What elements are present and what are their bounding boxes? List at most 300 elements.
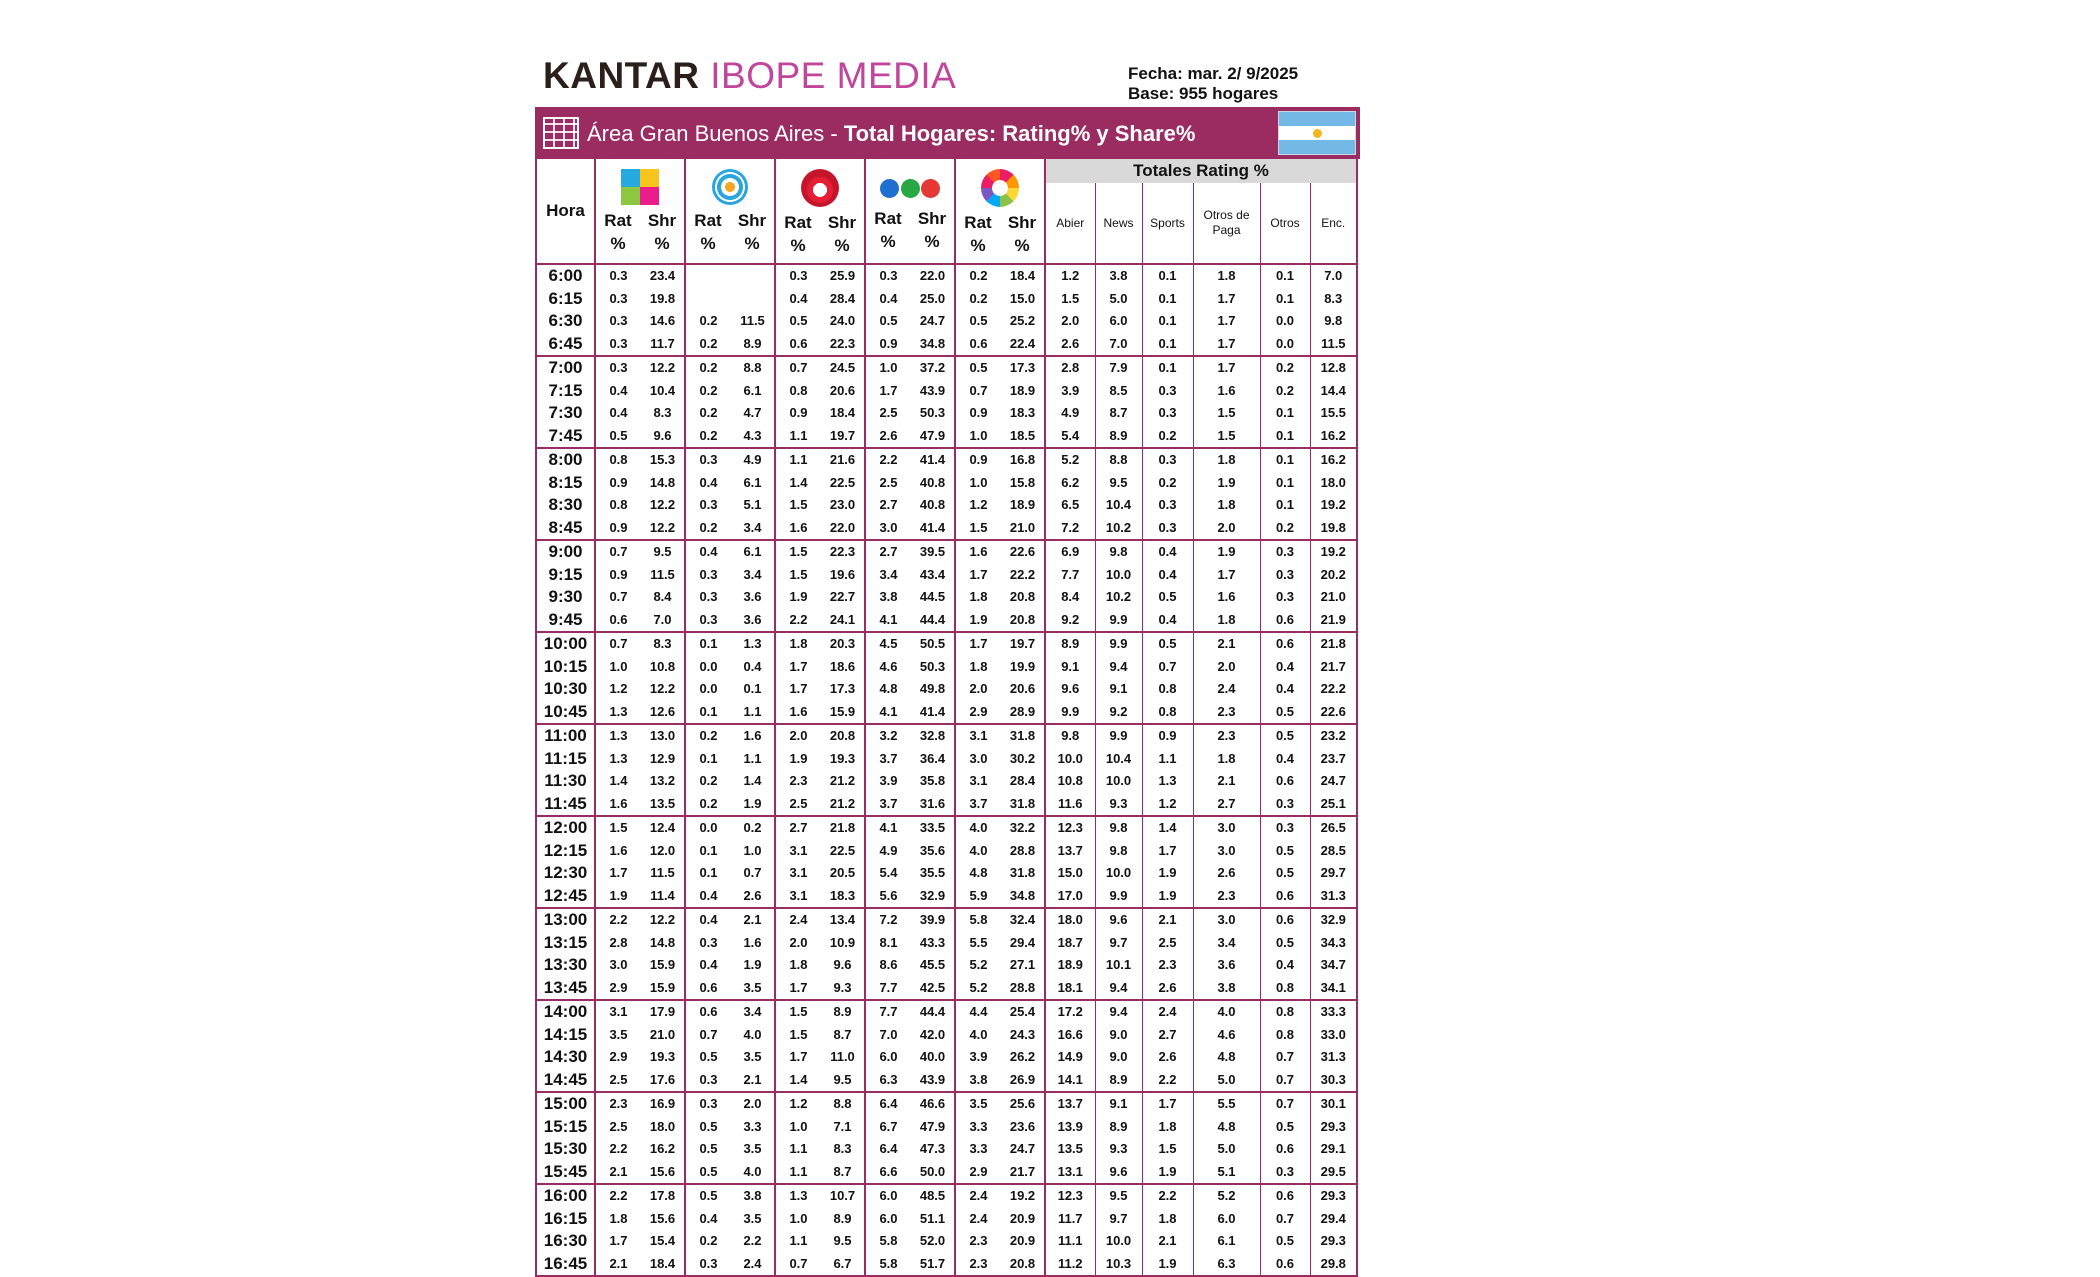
total-cell: 29.5 [1310, 1161, 1357, 1185]
rat-cell: 4.1 [865, 701, 911, 725]
shr-cell: 11.4 [650, 887, 675, 903]
rat-cell: 2.9 [595, 977, 641, 1001]
rat-cell: 1.3 [775, 1184, 821, 1208]
rat-cell: 3.8 [955, 1069, 1001, 1093]
rat-cell: 2.1 [595, 1161, 641, 1185]
shr-cell: 5.1 [743, 497, 762, 513]
rat-cell: 3.1 [955, 770, 1001, 793]
shr-cell: 40.8 [919, 474, 946, 490]
hora-cell: 12:45 [536, 885, 595, 909]
total-cell: 0.8 [1260, 1024, 1310, 1047]
total-cell: 0.1 [1260, 288, 1310, 311]
shr-cell: 8.9 [821, 1000, 865, 1024]
rat-cell: 3.1 [595, 1000, 641, 1024]
total-cell: 11.7 [1045, 1208, 1095, 1231]
shr-cell: 9.5 [833, 1233, 852, 1249]
report-meta [1128, 64, 1298, 104]
table-row [536, 448, 1357, 472]
total-cell: 1.4 [1142, 816, 1193, 840]
table-row [536, 310, 1357, 333]
rat-cell: 0.0 [685, 678, 731, 701]
total-cell: 9.3 [1095, 793, 1142, 817]
table-row [536, 1024, 1357, 1047]
shr-cell: 9.5 [641, 540, 685, 564]
rat-cell: 1.1 [775, 1230, 821, 1253]
total-cell: 21.7 [1310, 656, 1357, 679]
rat-cell: 0.3 [685, 564, 731, 587]
total-cell: 33.3 [1310, 1000, 1357, 1024]
rat-cell: 1.7 [775, 977, 821, 1001]
rat-cell: 1.4 [775, 472, 821, 495]
total-cell: 2.1 [1142, 908, 1193, 932]
total-cell: 9.8 [1045, 724, 1095, 748]
total-cell: 10.0 [1095, 862, 1142, 885]
label-text: Rat [784, 213, 812, 232]
total-cell: 3.9 [1045, 380, 1095, 403]
hora-cell: 8:15 [536, 472, 595, 495]
rat-cell: 0.8 [595, 448, 641, 472]
shr-cell: 18.0 [649, 1118, 676, 1134]
rat-cell: 1.1 [775, 1161, 821, 1185]
rat-label [596, 209, 640, 255]
percent-text: % [790, 236, 806, 255]
total-cell: 0.6 [1260, 770, 1310, 793]
shr-cell: 12.6 [649, 703, 676, 719]
shr-cell: 15.9 [649, 979, 676, 995]
rat-cell: 0.1 [685, 862, 731, 885]
total-cell: 1.7 [1193, 356, 1260, 380]
shr-cell: 22.4 [1009, 335, 1036, 351]
rat-cell: 0.7 [595, 586, 641, 609]
total-cell: 1.2 [1142, 793, 1193, 817]
rat-cell: 0.4 [685, 472, 731, 495]
rat-cell: 4.8 [955, 862, 1001, 885]
shr-cell: 23.0 [829, 497, 856, 513]
total-cell: 34.7 [1310, 954, 1357, 977]
rat-cell: 2.7 [775, 816, 821, 840]
rat-cell [685, 288, 731, 311]
rat-cell: 0.2 [685, 517, 731, 541]
hora-cell: 14:45 [536, 1069, 595, 1093]
total-cell: 5.2 [1045, 448, 1095, 472]
rat-cell: 3.7 [865, 748, 911, 771]
shr-cell: 21.0 [1009, 519, 1036, 535]
rat-cell: 0.8 [775, 380, 821, 403]
hora-cell: 8:45 [536, 517, 595, 541]
total-cell: 2.4 [1142, 1000, 1193, 1024]
shr-cell: 18.9 [1009, 382, 1036, 398]
total-cell: 1.5 [1142, 1138, 1193, 1161]
shr-cell: 3.5 [743, 979, 762, 995]
rat-cell: 0.6 [775, 333, 821, 357]
total-cell: 0.3 [1142, 494, 1193, 517]
logo-part [921, 179, 940, 198]
shr-cell: 19.7 [1001, 632, 1045, 656]
total-cell: 2.3 [1193, 724, 1260, 748]
rat-cell: 2.3 [775, 770, 821, 793]
hora-cell: 10:45 [536, 701, 595, 725]
total-cell: 6.1 [1193, 1230, 1260, 1253]
shr-cell: 22.5 [829, 474, 856, 490]
hora-cell: 14:15 [536, 1024, 595, 1047]
shr-cell: 1.3 [731, 632, 775, 656]
total-cell: 0.6 [1260, 1253, 1310, 1277]
hora-cell: 14:00 [536, 1000, 595, 1024]
total-cell: 9.8 [1095, 540, 1142, 564]
hora-cell: 6:15 [536, 288, 595, 311]
total-cell: 0.2 [1260, 517, 1310, 541]
total-cell: 14.9 [1045, 1046, 1095, 1069]
total-cell: 9.1 [1095, 678, 1142, 701]
rat-cell: 1.7 [865, 380, 911, 403]
shr-cell: 24.0 [829, 313, 856, 329]
total-cell: 17.0 [1045, 885, 1095, 909]
total-cell: 10.3 [1095, 1253, 1142, 1277]
total-cell: 8.9 [1095, 1116, 1142, 1139]
total-cell: 8.5 [1095, 380, 1142, 403]
total-cell: 24.7 [1310, 770, 1357, 793]
shr-cell: 51.1 [919, 1210, 946, 1226]
label-text: Shr [737, 211, 767, 230]
rat-cell: 6.6 [865, 1161, 911, 1185]
hora-cell: 7:45 [536, 425, 595, 449]
shr-cell: 17.3 [829, 681, 856, 697]
rat-cell: 1.7 [595, 1230, 641, 1253]
total-cell: 30.3 [1310, 1069, 1357, 1093]
total-cell: 0.1 [1260, 402, 1310, 425]
total-cell: 0.4 [1260, 656, 1310, 679]
shr-cell: 3.6 [743, 589, 762, 605]
brand-ibope-media: IBOPE MEDIA [710, 55, 957, 96]
total-cell: 15.0 [1045, 862, 1095, 885]
rat-cell: 1.8 [595, 1208, 641, 1231]
rat-cell: 1.7 [595, 862, 641, 885]
shr-cell: 44.5 [919, 589, 946, 605]
total-cell: 6.2 [1045, 472, 1095, 495]
total-cell: 1.2 [1045, 264, 1095, 288]
total-cell: 0.5 [1260, 840, 1310, 863]
total-cell: 2.0 [1193, 656, 1260, 679]
total-cell: 25.1 [1310, 793, 1357, 817]
shr-cell: 12.2 [649, 519, 676, 535]
total-cell: 13.5 [1045, 1138, 1095, 1161]
hora-cell: 9:45 [536, 609, 595, 633]
rat-cell: 0.3 [595, 310, 641, 333]
rat-cell: 0.4 [595, 380, 641, 403]
rat-cell: 0.4 [775, 288, 821, 311]
shr-cell: 8.3 [653, 405, 672, 421]
rat-cell: 0.3 [685, 494, 731, 517]
rat-cell: 1.6 [595, 793, 641, 817]
shr-cell: 47.9 [919, 1118, 946, 1134]
rat-cell: 3.4 [865, 564, 911, 587]
shr-cell: 3.5 [743, 1049, 762, 1065]
total-cell: 34.1 [1310, 977, 1357, 1001]
shr-cell: 20.9 [1009, 1233, 1036, 1249]
rat-cell: 1.6 [595, 840, 641, 863]
rat-cell: 2.9 [595, 1046, 641, 1069]
rat-cell: 1.7 [775, 656, 821, 679]
shr-cell: 3.4 [743, 519, 762, 535]
total-cell: 1.9 [1142, 885, 1193, 909]
total-cell: 29.8 [1310, 1253, 1357, 1277]
total-cell: 0.7 [1260, 1208, 1310, 1231]
rat-cell: 0.5 [955, 356, 1001, 380]
rat-cell: 0.2 [685, 380, 731, 403]
shr-cell: 6.1 [743, 474, 762, 490]
table-row [536, 724, 1357, 748]
brand-kantar: KANTAR [543, 55, 700, 96]
shr-cell: 16.8 [1001, 448, 1045, 472]
rat-cell: 5.4 [865, 862, 911, 885]
rat-cell: 1.5 [775, 564, 821, 587]
shr-cell: 52.0 [919, 1233, 946, 1249]
rat-cell: 5.8 [865, 1253, 911, 1277]
shr-label [910, 207, 954, 253]
total-cell: 7.7 [1045, 564, 1095, 587]
table-row [536, 1208, 1357, 1231]
total-cell: 9.6 [1045, 678, 1095, 701]
total-cell: 9.1 [1045, 656, 1095, 679]
shr-cell: 18.5 [1009, 427, 1036, 443]
total-cell: 0.3 [1260, 586, 1310, 609]
rat-cell: 6.0 [865, 1208, 911, 1231]
total-cell: 2.3 [1193, 701, 1260, 725]
total-cell: 5.5 [1193, 1092, 1260, 1116]
shr-cell: 20.3 [821, 632, 865, 656]
total-cell: 0.3 [1142, 402, 1193, 425]
percent-text: % [1014, 236, 1030, 255]
rat-cell: 3.2 [865, 724, 911, 748]
rat-cell: 0.3 [685, 1253, 731, 1277]
shr-cell: 17.3 [1001, 356, 1045, 380]
total-cell: 29.3 [1310, 1116, 1357, 1139]
hora-cell: 10:00 [536, 632, 595, 656]
shr-cell: 18.4 [1009, 268, 1036, 284]
shr-cell: 24.5 [821, 356, 865, 380]
shr-cell: 0.4 [743, 658, 762, 674]
total-cell: 0.4 [1260, 954, 1310, 977]
total-cell: 4.6 [1193, 1024, 1260, 1047]
total-cell: 0.8 [1260, 977, 1310, 1001]
rat-cell: 0.4 [685, 540, 731, 564]
rat-cell: 2.4 [955, 1208, 1001, 1231]
rat-cell: 2.3 [955, 1253, 1001, 1277]
shr-cell: 21.0 [649, 1026, 676, 1042]
total-cell: 3.0 [1193, 816, 1260, 840]
logo-part [901, 179, 920, 198]
rat-cell: 0.3 [865, 264, 911, 288]
total-cell: 21.0 [1310, 586, 1357, 609]
rat-cell: 2.2 [865, 448, 911, 472]
report-base: Base: 955 hogares [1128, 84, 1279, 103]
rat-cell: 0.4 [865, 288, 911, 311]
rat-cell: 3.9 [955, 1046, 1001, 1069]
rat-cell: 1.2 [595, 678, 641, 701]
shr-cell: 13.2 [649, 773, 676, 789]
total-cell: 0.7 [1142, 656, 1193, 679]
total-cell: 14.4 [1310, 380, 1357, 403]
shr-cell: 25.6 [1001, 1092, 1045, 1116]
hora-cell: 16:30 [536, 1230, 595, 1253]
shr-cell: 21.8 [821, 816, 865, 840]
rat-cell: 0.5 [595, 425, 641, 449]
total-cell: 0.2 [1260, 380, 1310, 403]
total-cell: 2.1 [1193, 770, 1260, 793]
rat-cell: 0.2 [685, 402, 731, 425]
rat-cell: 1.6 [955, 540, 1001, 564]
total-cell: 0.7 [1260, 1092, 1310, 1116]
rat-cell: 1.8 [775, 954, 821, 977]
shr-cell: 8.8 [821, 1092, 865, 1116]
total-cell: 0.2 [1142, 472, 1193, 495]
total-cell: 5.0 [1095, 288, 1142, 311]
total-cell: 17.2 [1045, 1000, 1095, 1024]
total-cell: 1.8 [1193, 494, 1260, 517]
rat-cell: 0.0 [685, 656, 731, 679]
rat-cell: 4.0 [955, 840, 1001, 863]
total-cell: 18.0 [1045, 908, 1095, 932]
shr-cell: 21.6 [821, 448, 865, 472]
total-cell: 10.0 [1045, 748, 1095, 771]
shr-cell: 4.9 [731, 448, 775, 472]
rat-cell: 0.5 [685, 1138, 731, 1161]
shr-cell: 26.2 [1009, 1049, 1036, 1065]
total-cell: 1.7 [1193, 333, 1260, 357]
table-row [536, 1253, 1357, 1277]
shr-cell [731, 288, 775, 311]
totals-col-header: Sports [1142, 183, 1193, 264]
totals-col-header: Enc. [1310, 183, 1357, 264]
rat-cell: 1.1 [775, 448, 821, 472]
rat-cell: 6.4 [865, 1092, 911, 1116]
rat-cell: 4.0 [955, 1024, 1001, 1047]
rat-cell [685, 264, 731, 288]
rat-cell: 6.0 [865, 1046, 911, 1069]
rat-cell: 0.5 [685, 1184, 731, 1208]
total-cell: 10.0 [1095, 1230, 1142, 1253]
table-row [536, 701, 1357, 725]
total-cell: 1.5 [1045, 288, 1095, 311]
shr-cell: 1.6 [743, 934, 762, 950]
ratings-table [535, 159, 1358, 1277]
rat-cell: 5.6 [865, 885, 911, 909]
percent-text: % [834, 236, 850, 255]
total-cell: 9.3 [1095, 1138, 1142, 1161]
shr-cell: 4.3 [743, 427, 762, 443]
total-cell: 0.6 [1260, 1138, 1310, 1161]
rat-cell: 1.0 [955, 472, 1001, 495]
label-text: Rat [694, 211, 722, 230]
shr-cell: 10.7 [821, 1184, 865, 1208]
rat-cell: 0.3 [595, 333, 641, 357]
shr-cell: 9.5 [833, 1071, 852, 1087]
total-cell: 1.8 [1193, 609, 1260, 633]
shr-cell: 41.4 [919, 519, 946, 535]
total-cell: 29.1 [1310, 1138, 1357, 1161]
shr-cell: 24.7 [919, 313, 946, 329]
channel-header [595, 159, 685, 264]
total-cell: 6.9 [1045, 540, 1095, 564]
channel-header [685, 159, 775, 264]
rat-cell: 0.4 [685, 908, 731, 932]
rat-cell: 0.4 [685, 1208, 731, 1231]
rat-cell: 0.1 [685, 632, 731, 656]
rat-cell: 0.5 [775, 310, 821, 333]
table-row [536, 632, 1357, 656]
total-cell: 0.1 [1142, 288, 1193, 311]
label-text: Rat [964, 213, 992, 232]
total-cell: 18.0 [1310, 472, 1357, 495]
shr-label [730, 209, 774, 255]
shr-cell: 28.9 [1009, 703, 1036, 719]
shr-cell: 20.5 [829, 865, 856, 881]
table-row [536, 678, 1357, 701]
shr-cell: 46.6 [911, 1092, 955, 1116]
table-row [536, 932, 1357, 955]
rat-cell: 1.5 [595, 816, 641, 840]
rat-cell: 1.8 [955, 586, 1001, 609]
shr-cell: 12.2 [641, 356, 685, 380]
total-cell: 1.6 [1193, 380, 1260, 403]
totals-col-header: News [1095, 183, 1142, 264]
rat-cell: 1.5 [775, 1024, 821, 1047]
rat-cell: 2.2 [595, 908, 641, 932]
shr-cell: 8.9 [743, 335, 762, 351]
rat-cell: 0.7 [685, 1024, 731, 1047]
percent-text: % [970, 236, 986, 255]
shr-cell: 18.3 [1009, 405, 1036, 421]
shr-cell: 35.8 [919, 773, 946, 789]
rat-cell: 0.3 [595, 288, 641, 311]
shr-label [820, 211, 864, 257]
total-cell: 3.0 [1193, 908, 1260, 932]
shr-cell: 28.4 [829, 290, 856, 306]
total-cell: 8.7 [1095, 402, 1142, 425]
table-row [536, 517, 1357, 541]
rat-cell: 0.9 [865, 333, 911, 357]
total-cell: 14.1 [1045, 1069, 1095, 1093]
hora-cell: 16:45 [536, 1253, 595, 1277]
total-cell: 9.4 [1095, 1000, 1142, 1024]
title-band [535, 107, 1360, 159]
rat-cell: 0.9 [955, 448, 1001, 472]
total-cell: 0.1 [1260, 494, 1310, 517]
shr-cell: 12.0 [649, 842, 676, 858]
total-cell: 10.0 [1095, 564, 1142, 587]
hora-cell: 16:00 [536, 1184, 595, 1208]
rat-cell: 1.9 [775, 748, 821, 771]
shr-cell: 24.7 [1009, 1141, 1036, 1157]
table-row [536, 1000, 1357, 1024]
percent-text: % [654, 234, 670, 253]
shr-cell: 10.9 [829, 934, 856, 950]
logo-part [621, 169, 640, 187]
rat-cell: 0.2 [685, 310, 731, 333]
table-title [587, 121, 1195, 147]
total-cell: 9.5 [1095, 1184, 1142, 1208]
rat-cell: 4.8 [865, 678, 911, 701]
total-cell: 21.8 [1310, 632, 1357, 656]
shr-cell: 22.6 [1001, 540, 1045, 564]
rat-cell: 2.6 [865, 425, 911, 449]
total-cell: 9.2 [1045, 609, 1095, 633]
shr-cell: 12.4 [641, 816, 685, 840]
shr-cell: 22.5 [829, 842, 856, 858]
rat-cell: 7.7 [865, 977, 911, 1001]
rat-cell: 0.6 [955, 333, 1001, 357]
logo-part [640, 187, 659, 205]
